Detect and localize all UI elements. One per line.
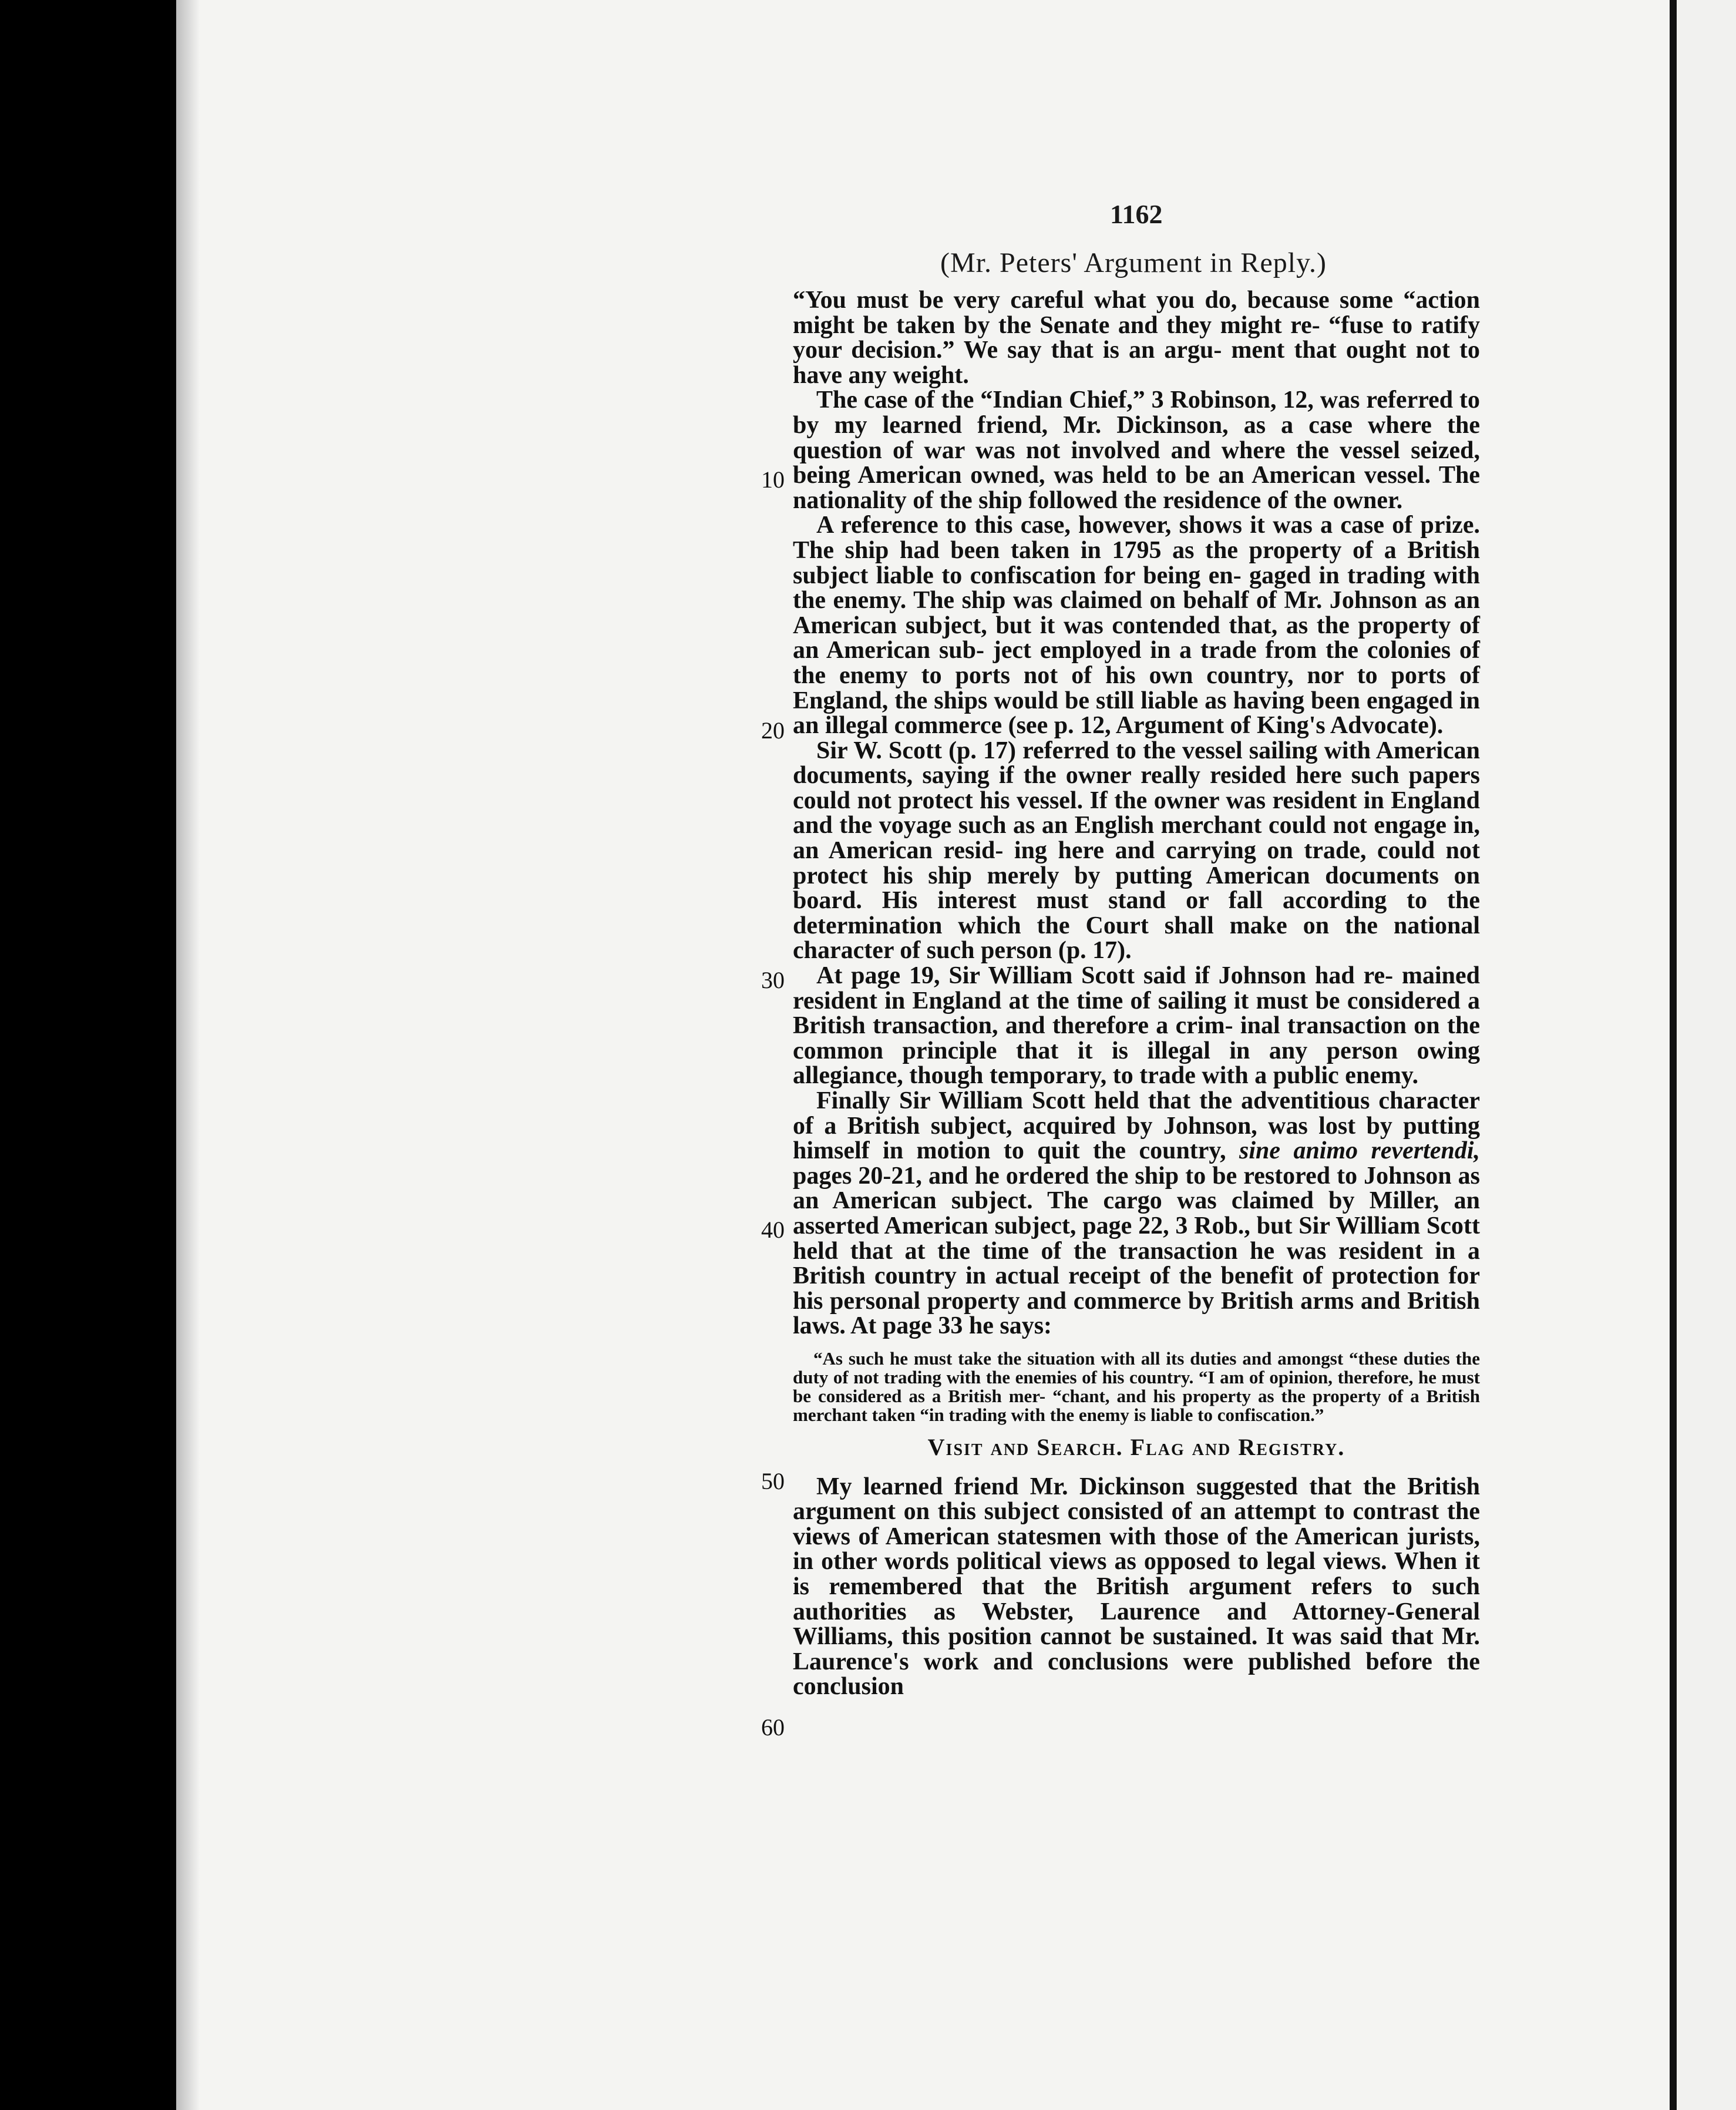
page-gutter	[1670, 0, 1677, 2110]
line-number-50: 50	[761, 1468, 785, 1494]
block-quotation: “As such he must take the situation with all its duties and amongst “these duties the duty of not trading with the enemies of his country. “I am of opinion, therefore, he must be considered as a British mer- “chant, and his property as the property of a British merchant taken “in trading with the enemy is liable to confiscation.”	[793, 1348, 1480, 1425]
section-heading: Visit and Search. Flag and Registry.	[927, 1433, 1345, 1460]
binding-shadow	[176, 0, 200, 2110]
paragraph-quotation-continued: “You must be very careful what you do, because some “action might be taken by the Senate and they might re- “fuse to ratify your decision.” We say that is an argu- ment that ought not to have any weight.	[793, 287, 1480, 389]
paragraph-scott-p17: Sir W. Scott (p. 17) referred to the vessel sailing with American documents, saying if the owner really resided here such papers could not protect his vessel. If the owner was resident in England and the voyage such as an English merchant could not engage in, an American resid- ing here and carrying on trade, could not protect his ship merely by putting American documents on board. His interest must stand or fall according to the determination which the Court shall make on the national character of such person (p. 17).	[793, 737, 1480, 965]
line-number-40: 40	[761, 1217, 785, 1243]
paragraph-indian-chief: The case of the “Indian Chief,” 3 Robinson, 12, was referred to by my learned friend, Mr. Dickinson, as a case where the question of war was not involved and where the vessel seized, being American owned, was held to be an American vessel. The nationality of the ship followed the residence of the owner.	[793, 387, 1480, 514]
paragraph-finally-part1: Finally Sir William Scott held that the adventitious character of a British subject, acquired by Johnson, was lost by putting himself in motion to quit the country,	[793, 1087, 1480, 1165]
running-header: (Mr. Peters' Argument in Reply.)	[940, 247, 1327, 278]
line-number-30: 30	[761, 967, 785, 993]
paragraph-visit-and-search: My learned friend Mr. Dickinson suggested that the British argument on this subject consisted of an attempt to contrast the views of American statesmen with those of the American jurists, in other words political views as opposed to legal views. When it is remembered that the British argument refers to such authorities as Webster, Laurence and Attorney-General Williams, this position cannot be sustained. It was said that Mr. Laurence's work and conclusions were published before the conclusion	[793, 1473, 1480, 1701]
latin-phrase: sine animo revertendi,	[1239, 1137, 1480, 1165]
paragraph-finally	[793, 1088, 1480, 1339]
paragraph-case-of-prize: A reference to this case, however, shows it was a case of prize. The ship had been taken in 1795 as the property of a British subject liable to confiscation for being en- gaged in trading with the enemy. The ship was claimed on behalf of Mr. Johnson as an American subject, but it was contended that, as the property of an American sub- ject employed in a trade from the colonies of the enemy to ports not of his own country, nor to ports of England, the ships would be still liable as having been engaged in an illegal commerce (see p. 12, Argument of King's Advocate).	[793, 512, 1480, 740]
adjacent-page-edge	[1677, 0, 1736, 2110]
line-number-10: 10	[761, 466, 785, 493]
line-number-60: 60	[761, 1714, 785, 1741]
body-text	[793, 288, 1480, 1699]
line-number-20: 20	[761, 717, 785, 744]
page-number: 1162	[1110, 199, 1163, 229]
paragraph-page-19: At page 19, Sir William Scott said if Johnson had re- mained resident in England at the time of sailing it must be considered a British transaction, and therefore a crim- inal transaction on the common principle that it is illegal in any person owing allegiance, though temporary, to trade with a public enemy.	[793, 962, 1480, 1090]
paragraph-finally-part2: pages 20-21, and he ordered the ship to be restored to Johnson as an American subject. The cargo was claimed by Miller, an asserted American subject, page 22, 3 Rob., but Sir William Scott held that at the time of the transaction he was resident in a British country in actual receipt of the benefit of protection for his personal property and commerce by British arms and British laws. At page 33 he says:	[793, 1162, 1480, 1340]
